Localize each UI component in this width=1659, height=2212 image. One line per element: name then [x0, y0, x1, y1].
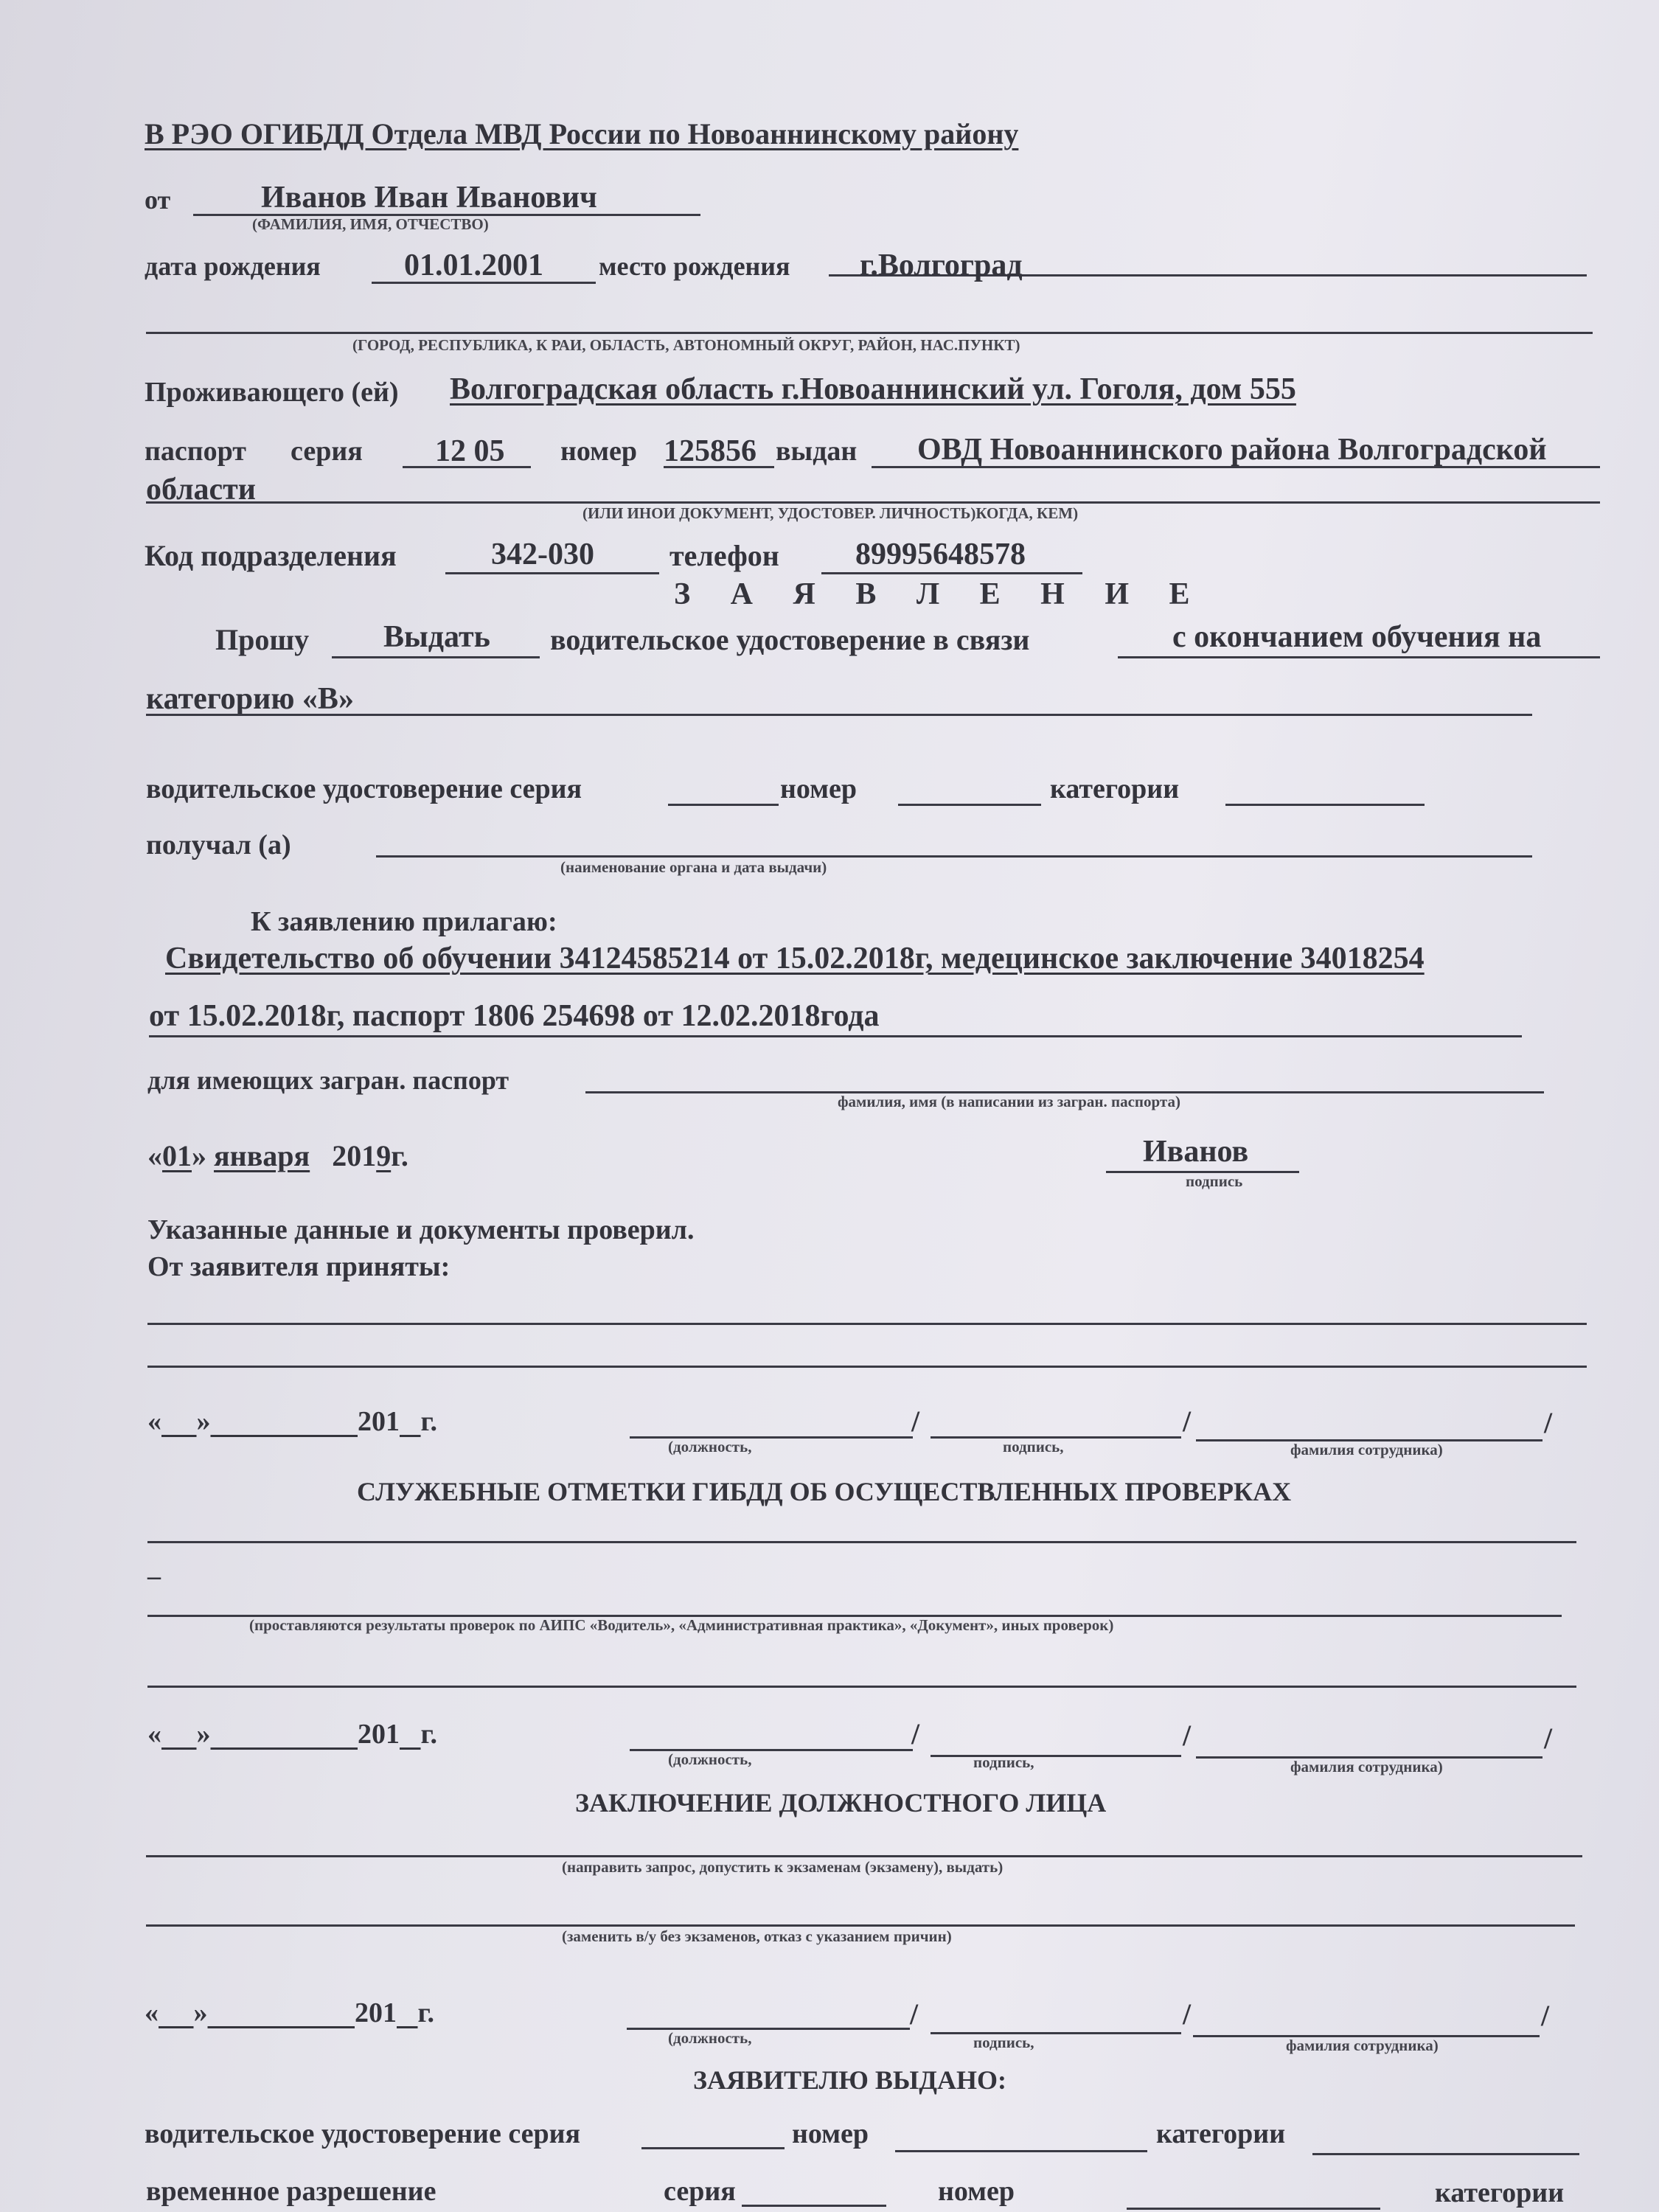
prior-number-label: номер [780, 773, 858, 804]
conclusion-heading: ЗАКЛЮЧЕНИЕ ДОЛЖНОСТНОГО ЛИЦА [575, 1788, 1107, 1818]
temp-number-line [1127, 2208, 1380, 2210]
signature-caption-3: подпись, [973, 2034, 1034, 2051]
request-action: Выдать [383, 620, 490, 654]
name-caption: (ФАМИЛИЯ, ИМЯ, ОТЧЕСТВО) [252, 215, 489, 233]
reason-1: с окончанием обучения на [1172, 620, 1542, 654]
residence: Волгоградская область г.Новоаннинский ул. Гоголя, дом 555 [450, 372, 1296, 406]
conclusion-line-1 [146, 1855, 1582, 1857]
slash-1b: / [1183, 1405, 1192, 1438]
applicant-date: «01» января 2019г. [147, 1139, 408, 1172]
date-row-2: « » 201 г. [147, 1719, 437, 1750]
slash-1a: / [911, 1405, 920, 1438]
prior-category-line [1225, 804, 1425, 806]
issued-category-label: категории [1156, 2118, 1286, 2149]
issued-by-1: ОВД Новоаннинского района Волгоградской [917, 433, 1547, 467]
received-label: получал (а) [146, 830, 291, 860]
residence-label: Проживающего (ей) [145, 377, 399, 408]
slash-3c: / [1541, 1999, 1550, 2032]
verification-line-2: От заявителя приняты: [147, 1251, 451, 1282]
surname-caption-3: фамилия сотрудника) [1286, 2037, 1439, 2054]
birth-place-line-2 [146, 332, 1593, 334]
phone-label: телефон [669, 539, 779, 572]
verification-line-1: Указанные данные и документы проверил. [147, 1214, 695, 1245]
issued-category-line [1312, 2153, 1579, 2155]
subdivision-code: 342-030 [491, 538, 594, 571]
prior-series-line [668, 804, 779, 806]
applicant-date-month: января [214, 1139, 310, 1172]
issued-number-line [895, 2150, 1147, 2152]
issued-license-label: водительское удостоверение серия [145, 2118, 581, 2149]
staff-signature-line-3 [931, 2032, 1181, 2034]
temp-permit-label: временное разрешение [146, 2176, 437, 2207]
attachments-label: К заявлению прилагаю: [251, 906, 557, 937]
prior-number-line [898, 804, 1041, 806]
slash-1c: / [1544, 1406, 1553, 1439]
checks-line-1 [147, 1541, 1576, 1543]
checks-caption: (проставляются результаты проверок по АИПС «Водитель», «Административная практика», «Документ», иных проверок) [249, 1616, 1114, 1634]
passport-series: 12 05 [435, 434, 505, 468]
slash-2a: / [911, 1717, 920, 1750]
from-label: от [145, 185, 171, 215]
temp-series-line [742, 2205, 886, 2207]
position-caption-2: (должность, [668, 1750, 752, 1768]
position-caption-1: (должность, [668, 1438, 752, 1455]
passport-number-label: номер [560, 436, 638, 467]
issued-by-line-2 [146, 501, 1600, 504]
birth-date-label: дата рождения [145, 251, 321, 281]
reason-2: категорию «В» [146, 682, 354, 716]
request-label: Прошу [215, 623, 310, 656]
attachments-line-2: от 15.02.2018г, паспорт 1806 254698 от 12.02.2018года [149, 999, 880, 1033]
staff-signature-line-2 [931, 1755, 1181, 1757]
conclusion-caption-2: (заменить в/у без экзаменов, отказ с указанием причин) [562, 1927, 952, 1945]
checks-heading: СЛУЖЕБНЫЕ ОТМЕТКИ ГИБДД ОБ ОСУЩЕСТВЛЕННЫХ ПРОВЕРКАХ [357, 1477, 1292, 1506]
attachments-line [149, 1035, 1522, 1037]
slash-2c: / [1544, 1722, 1553, 1755]
received-line [376, 855, 1532, 858]
passport-number: 125856 [664, 434, 757, 468]
reason-line-2 [146, 714, 1532, 716]
checks-dash: _ [147, 1552, 161, 1582]
temp-series-label: серия [664, 2176, 736, 2207]
phone-line [821, 572, 1082, 574]
foreign-passport-label: для имеющих загран. паспорт [147, 1065, 509, 1095]
action-line [332, 656, 540, 658]
conclusion-line-2 [146, 1924, 1575, 1927]
birth-place-label: место рождения [599, 251, 790, 281]
phone: 89995648578 [855, 538, 1026, 571]
surname-caption-1: фамилия сотрудника) [1290, 1441, 1443, 1458]
applicant-name: Иванов Иван Иванович [261, 181, 597, 215]
accepted-line-1 [147, 1323, 1587, 1325]
birth-place-caption: (ГОРОД, РЕСПУБЛИКА, К РАИ, ОБЛАСТЬ, АВТОНОМНЫЙ ОКРУГ, РАЙОН, НАС.ПУНКТ) [352, 336, 1020, 354]
issued-by-2: области [146, 473, 256, 507]
applicant-date-day: 01 [162, 1139, 192, 1172]
temp-number-label: номер [938, 2176, 1015, 2207]
subdivision-label: Код подразделения [145, 539, 397, 572]
applicant-signature: Иванов [1143, 1135, 1249, 1169]
document-title: З А Я В Л Е Н И Е [674, 577, 1206, 611]
date-row-1: « » 201 г. [147, 1406, 437, 1437]
subdivision-line [445, 572, 659, 574]
birth-date: 01.01.2001 [404, 248, 543, 282]
issued-number-label: номер [792, 2118, 869, 2149]
attachments-line-1: Свидетельство об обучении 34124585214 от 15.02.2018г, медецинское заключение 34018254 [165, 942, 1425, 975]
received-caption: (наименование органа и дата выдачи) [560, 858, 827, 876]
temp-category-label: категории [1435, 2177, 1565, 2208]
issued-heading: ЗАЯВИТЕЛЮ ВЫДАНО: [693, 2065, 1007, 2095]
passport-label: паспорт [145, 436, 246, 467]
prior-license-label: водительское удостоверение серия [146, 773, 582, 804]
accepted-line-2 [147, 1366, 1587, 1368]
surname-caption-2: фамилия сотрудника) [1290, 1758, 1443, 1775]
passport-issued-label: выдан [776, 436, 858, 467]
slash-3b: / [1183, 1997, 1192, 2031]
passport-series-label: серия [291, 436, 363, 467]
issued-caption: (ИЛИ ИНОИ ДОКУМЕНТ, УДОСТОВЕР. ЛИЧНОСТЬ)КОГДА, КЕМ) [582, 504, 1079, 522]
addressee: В РЭО ОГИБДД Отдела МВД России по Новоаннинскому району [145, 117, 1019, 150]
position-caption-3: (должность, [668, 2029, 752, 2047]
signature-caption-1: подпись, [1003, 1438, 1064, 1455]
prior-category-label: категории [1050, 773, 1180, 804]
signature-caption: подпись [1186, 1172, 1243, 1190]
date-row-3: « » 201 г. [145, 1997, 434, 2028]
foreign-passport-caption: фамилия, имя (в написании из загран. паспорта) [838, 1093, 1180, 1110]
reason-label: водительское удостоверение в связи [550, 623, 1030, 656]
conclusion-caption-1: (направить запрос, допустить к экзаменам (экзамену), выдать) [562, 1858, 1004, 1876]
birth-place: г.Волгоград [860, 248, 1023, 282]
slash-2b: / [1183, 1719, 1192, 1752]
issued-series-line [641, 2147, 785, 2149]
slash-3a: / [910, 1997, 919, 2031]
reason-line [1118, 656, 1600, 658]
signature-caption-2: подпись, [973, 1753, 1034, 1771]
checks-line-3 [147, 1686, 1576, 1688]
